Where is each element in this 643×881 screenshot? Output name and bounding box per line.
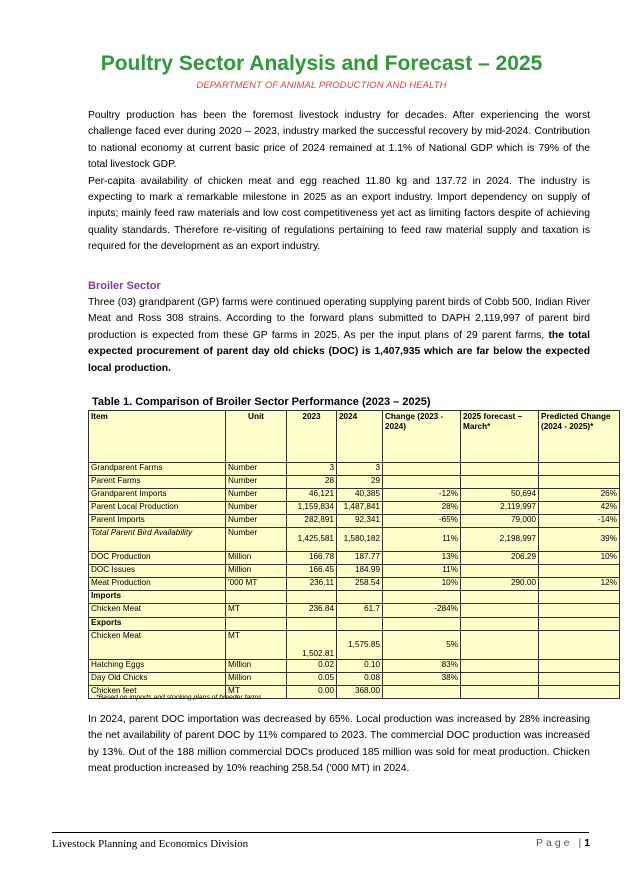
cell-forecast <box>461 591 539 604</box>
cell-change: 11% <box>383 565 461 578</box>
cell-change <box>383 618 461 631</box>
broiler-paragraph-text: Three (03) grandparent (GP) farms were continued operating supplying parent birds of Cobb 500, Indian River Meat and Ross 308 strains. According to the forward plans submitted to DAPH 2,119,997 of parent bird production is expected from these GP farms in 2025. As per the input plans of 29 parent farms, <box>88 297 590 341</box>
cell-item: Meat Production <box>89 578 226 591</box>
table-row <box>89 618 620 631</box>
cell-forecast: 50,694 <box>461 489 539 502</box>
header-change: Change (2023 - 2024) <box>383 411 461 463</box>
cell-predicted: 42% <box>539 502 620 515</box>
table-row <box>89 476 620 489</box>
cell-change <box>383 686 461 699</box>
cell-change: -12% <box>383 489 461 502</box>
cell-forecast: 206.29 <box>461 552 539 565</box>
cell-change: 13% <box>383 552 461 565</box>
department-subtitle: DEPARTMENT OF ANIMAL PRODUCTION AND HEALTH <box>196 80 447 91</box>
table-row <box>89 578 620 591</box>
cell-2023: 46,121 <box>287 489 337 502</box>
cell-2023 <box>287 591 337 604</box>
cell-2024 <box>337 618 383 631</box>
cell-predicted <box>539 463 620 476</box>
cell-2023: 1,159,834 <box>287 502 337 515</box>
cell-change: 28% <box>383 502 461 515</box>
cell-2024: 1,580,182 <box>337 528 383 552</box>
broiler-performance-table <box>88 410 620 699</box>
cell-2024: 0.08 <box>337 673 383 686</box>
cell-2023: 236.11 <box>287 578 337 591</box>
cell-item: Total Parent Bird Availability <box>89 528 226 552</box>
cell-2023: 1,502.81 <box>287 631 337 660</box>
table-row <box>89 565 620 578</box>
footer-page-number: 1 <box>584 837 591 849</box>
page-title: Poultry Sector Analysis and Forecast – 2025 <box>100 52 543 75</box>
cell-forecast: 79,000 <box>461 515 539 528</box>
cell-item: Imports <box>89 591 226 604</box>
cell-predicted: 12% <box>539 578 620 591</box>
cell-2023: 1,425,581 <box>287 528 337 552</box>
table-row <box>89 604 620 618</box>
cell-unit: MT <box>226 631 287 660</box>
cell-item: Hatching Eggs <box>89 660 226 673</box>
cell-predicted <box>539 631 620 660</box>
table-row <box>89 660 620 673</box>
cell-predicted: -14% <box>539 515 620 528</box>
cell-2023: 28 <box>287 476 337 489</box>
cell-item: DOC Production <box>89 552 226 565</box>
cell-2024: 368.00 <box>337 686 383 699</box>
cell-unit <box>226 618 287 631</box>
cell-forecast <box>461 673 539 686</box>
header-2023: 2023 <box>287 411 337 463</box>
cell-change: 5% <box>383 631 461 660</box>
cell-2023: 0.02 <box>287 660 337 673</box>
cell-unit: Number <box>226 528 287 552</box>
footer-page-label: Page <box>536 837 573 849</box>
cell-predicted: 26% <box>539 489 620 502</box>
cell-change <box>383 463 461 476</box>
table-caption: Table 1. Comparison of Broiler Sector Performance (2023 – 2025) <box>92 396 431 408</box>
cell-item: Parent Farms <box>89 476 226 489</box>
cell-item: Day Old Chicks <box>89 673 226 686</box>
header-unit: Unit <box>226 411 287 463</box>
cell-change: 38% <box>383 673 461 686</box>
table-footnote: *Based on imports and stocking plans of breeder farms <box>96 694 262 701</box>
cell-2024: 92,341 <box>337 515 383 528</box>
cell-predicted <box>539 673 620 686</box>
header-predicted-change: Predicted Change (2024 - 2025)* <box>539 411 620 463</box>
table-row <box>89 673 620 686</box>
table-row <box>89 528 620 552</box>
cell-forecast <box>461 604 539 618</box>
table-row <box>89 631 620 660</box>
cell-item: Exports <box>89 618 226 631</box>
intro-paragraph-1: Poultry production has been the foremost livestock industry for decades. After experiencing the worst challenge faced ever during 2020 – 2023, industry marked the successful recovery by mid-2024. Contribution to national economy at current basic price of 2024 remained at 1.1% of National GDP which is 79% of the total livestock GDP. <box>88 110 590 171</box>
cell-unit: Million <box>226 565 287 578</box>
header-forecast: 2025 forecast – March* <box>461 411 539 463</box>
header-item: Item <box>89 411 226 463</box>
cell-change <box>383 476 461 489</box>
cell-2024: 0.10 <box>337 660 383 673</box>
cell-unit: Number <box>226 515 287 528</box>
cell-predicted <box>539 565 620 578</box>
cell-change: 10% <box>383 578 461 591</box>
cell-item: Parent Local Production <box>89 502 226 515</box>
cell-change: 83% <box>383 660 461 673</box>
cell-change: 11% <box>383 528 461 552</box>
cell-predicted <box>539 618 620 631</box>
broiler-sector-heading: Broiler Sector <box>88 280 161 292</box>
intro-paragraph-2: Per-capita availability of chicken meat and egg reached 11.80 kg and 137.72 in 2024. The industry is expecting to mark a remarkable milestone in 2025 as an export industry. Import dependency on supply of inputs; mainly feed raw materials and low cost competitiveness yet act as limiting factors despite of achieving quality standards. Therefore re-visiting of regulations pertaining to feed raw material supply and taxation is required for the development as an export industry. <box>88 175 590 253</box>
cell-unit: Number <box>226 463 287 476</box>
cell-unit: Million <box>226 660 287 673</box>
cell-2024: 40,385 <box>337 489 383 502</box>
cell-2023: 282,891 <box>287 515 337 528</box>
cell-item: Parent Imports <box>89 515 226 528</box>
cell-forecast: 2,119,997 <box>461 502 539 515</box>
broiler-paragraph <box>88 295 590 377</box>
cell-forecast <box>461 565 539 578</box>
cell-2024: 61.7 <box>337 604 383 618</box>
footer-division: Livestock Planning and Economics Division <box>52 838 249 850</box>
cell-forecast <box>461 660 539 673</box>
cell-unit: Number <box>226 502 287 515</box>
cell-unit <box>226 591 287 604</box>
cell-2024: 184.99 <box>337 565 383 578</box>
cell-forecast <box>461 463 539 476</box>
cell-predicted <box>539 686 620 699</box>
cell-unit: Million <box>226 552 287 565</box>
cell-2023: 0.00 <box>287 686 337 699</box>
footer-divider <box>52 832 589 833</box>
closing-paragraph: In 2024, parent DOC importation was decreased by 65%. Local production was increased by 28% increasing the net availability of parent DOC by 11% compared to 2023. The commercial DOC production was increased by 13%. Out of the 188 million commercial DOCs produced 185 million was sold for meat production. Chicken meat production increased by 10% reaching 258.54 ('000 MT) in 2024. <box>88 714 590 775</box>
cell-2024: 187.77 <box>337 552 383 565</box>
cell-item: Grandparent Farms <box>89 463 226 476</box>
footer-page-separator: | <box>578 837 585 849</box>
cell-2024: 29 <box>337 476 383 489</box>
intro-section <box>88 108 590 256</box>
cell-forecast <box>461 618 539 631</box>
cell-forecast <box>461 686 539 699</box>
cell-predicted <box>539 660 620 673</box>
table-row <box>89 463 620 476</box>
cell-2024: 3 <box>337 463 383 476</box>
table-row <box>89 552 620 565</box>
cell-2023 <box>287 618 337 631</box>
cell-unit: Number <box>226 476 287 489</box>
cell-forecast: 2,198,997 <box>461 528 539 552</box>
cell-2024 <box>337 591 383 604</box>
cell-change: -284% <box>383 604 461 618</box>
cell-unit: '000 MT <box>226 578 287 591</box>
cell-unit: Million <box>226 673 287 686</box>
cell-2023: 166.78 <box>287 552 337 565</box>
cell-change: -65% <box>383 515 461 528</box>
cell-item: Chicken feet <box>89 686 226 699</box>
header-2024: 2024 <box>337 411 383 463</box>
table-row <box>89 502 620 515</box>
cell-unit: Number <box>226 489 287 502</box>
cell-2023: 3 <box>287 463 337 476</box>
cell-item: Chicken Meat <box>89 604 226 618</box>
cell-predicted: 10% <box>539 552 620 565</box>
cell-unit: MT <box>226 686 287 699</box>
cell-predicted: 39% <box>539 528 620 552</box>
cell-2023: 0.05 <box>287 673 337 686</box>
cell-forecast: 290.00 <box>461 578 539 591</box>
cell-2024: 1,575.85 <box>337 631 383 660</box>
broiler-paragraph-emphasis: the total expected procurement of parent day old chicks (DOC) is 1,407,935 which are far below the expected local production. <box>88 329 590 374</box>
table-header-row <box>89 411 620 463</box>
cell-item: Chicken Meat <box>89 631 226 660</box>
cell-item: Grandparent Imports <box>89 489 226 502</box>
cell-forecast <box>461 631 539 660</box>
cell-2024: 258.54 <box>337 578 383 591</box>
cell-predicted <box>539 604 620 618</box>
table-row <box>89 489 620 502</box>
cell-2023: 236.84 <box>287 604 337 618</box>
cell-item: DOC Issues <box>89 565 226 578</box>
cell-2023: 166.45 <box>287 565 337 578</box>
cell-predicted <box>539 476 620 489</box>
footer-page <box>536 837 590 849</box>
cell-2024: 1,487,841 <box>337 502 383 515</box>
cell-change <box>383 591 461 604</box>
cell-predicted <box>539 591 620 604</box>
table-row <box>89 591 620 604</box>
cell-unit: MT <box>226 604 287 618</box>
table-row <box>89 515 620 528</box>
cell-forecast <box>461 476 539 489</box>
